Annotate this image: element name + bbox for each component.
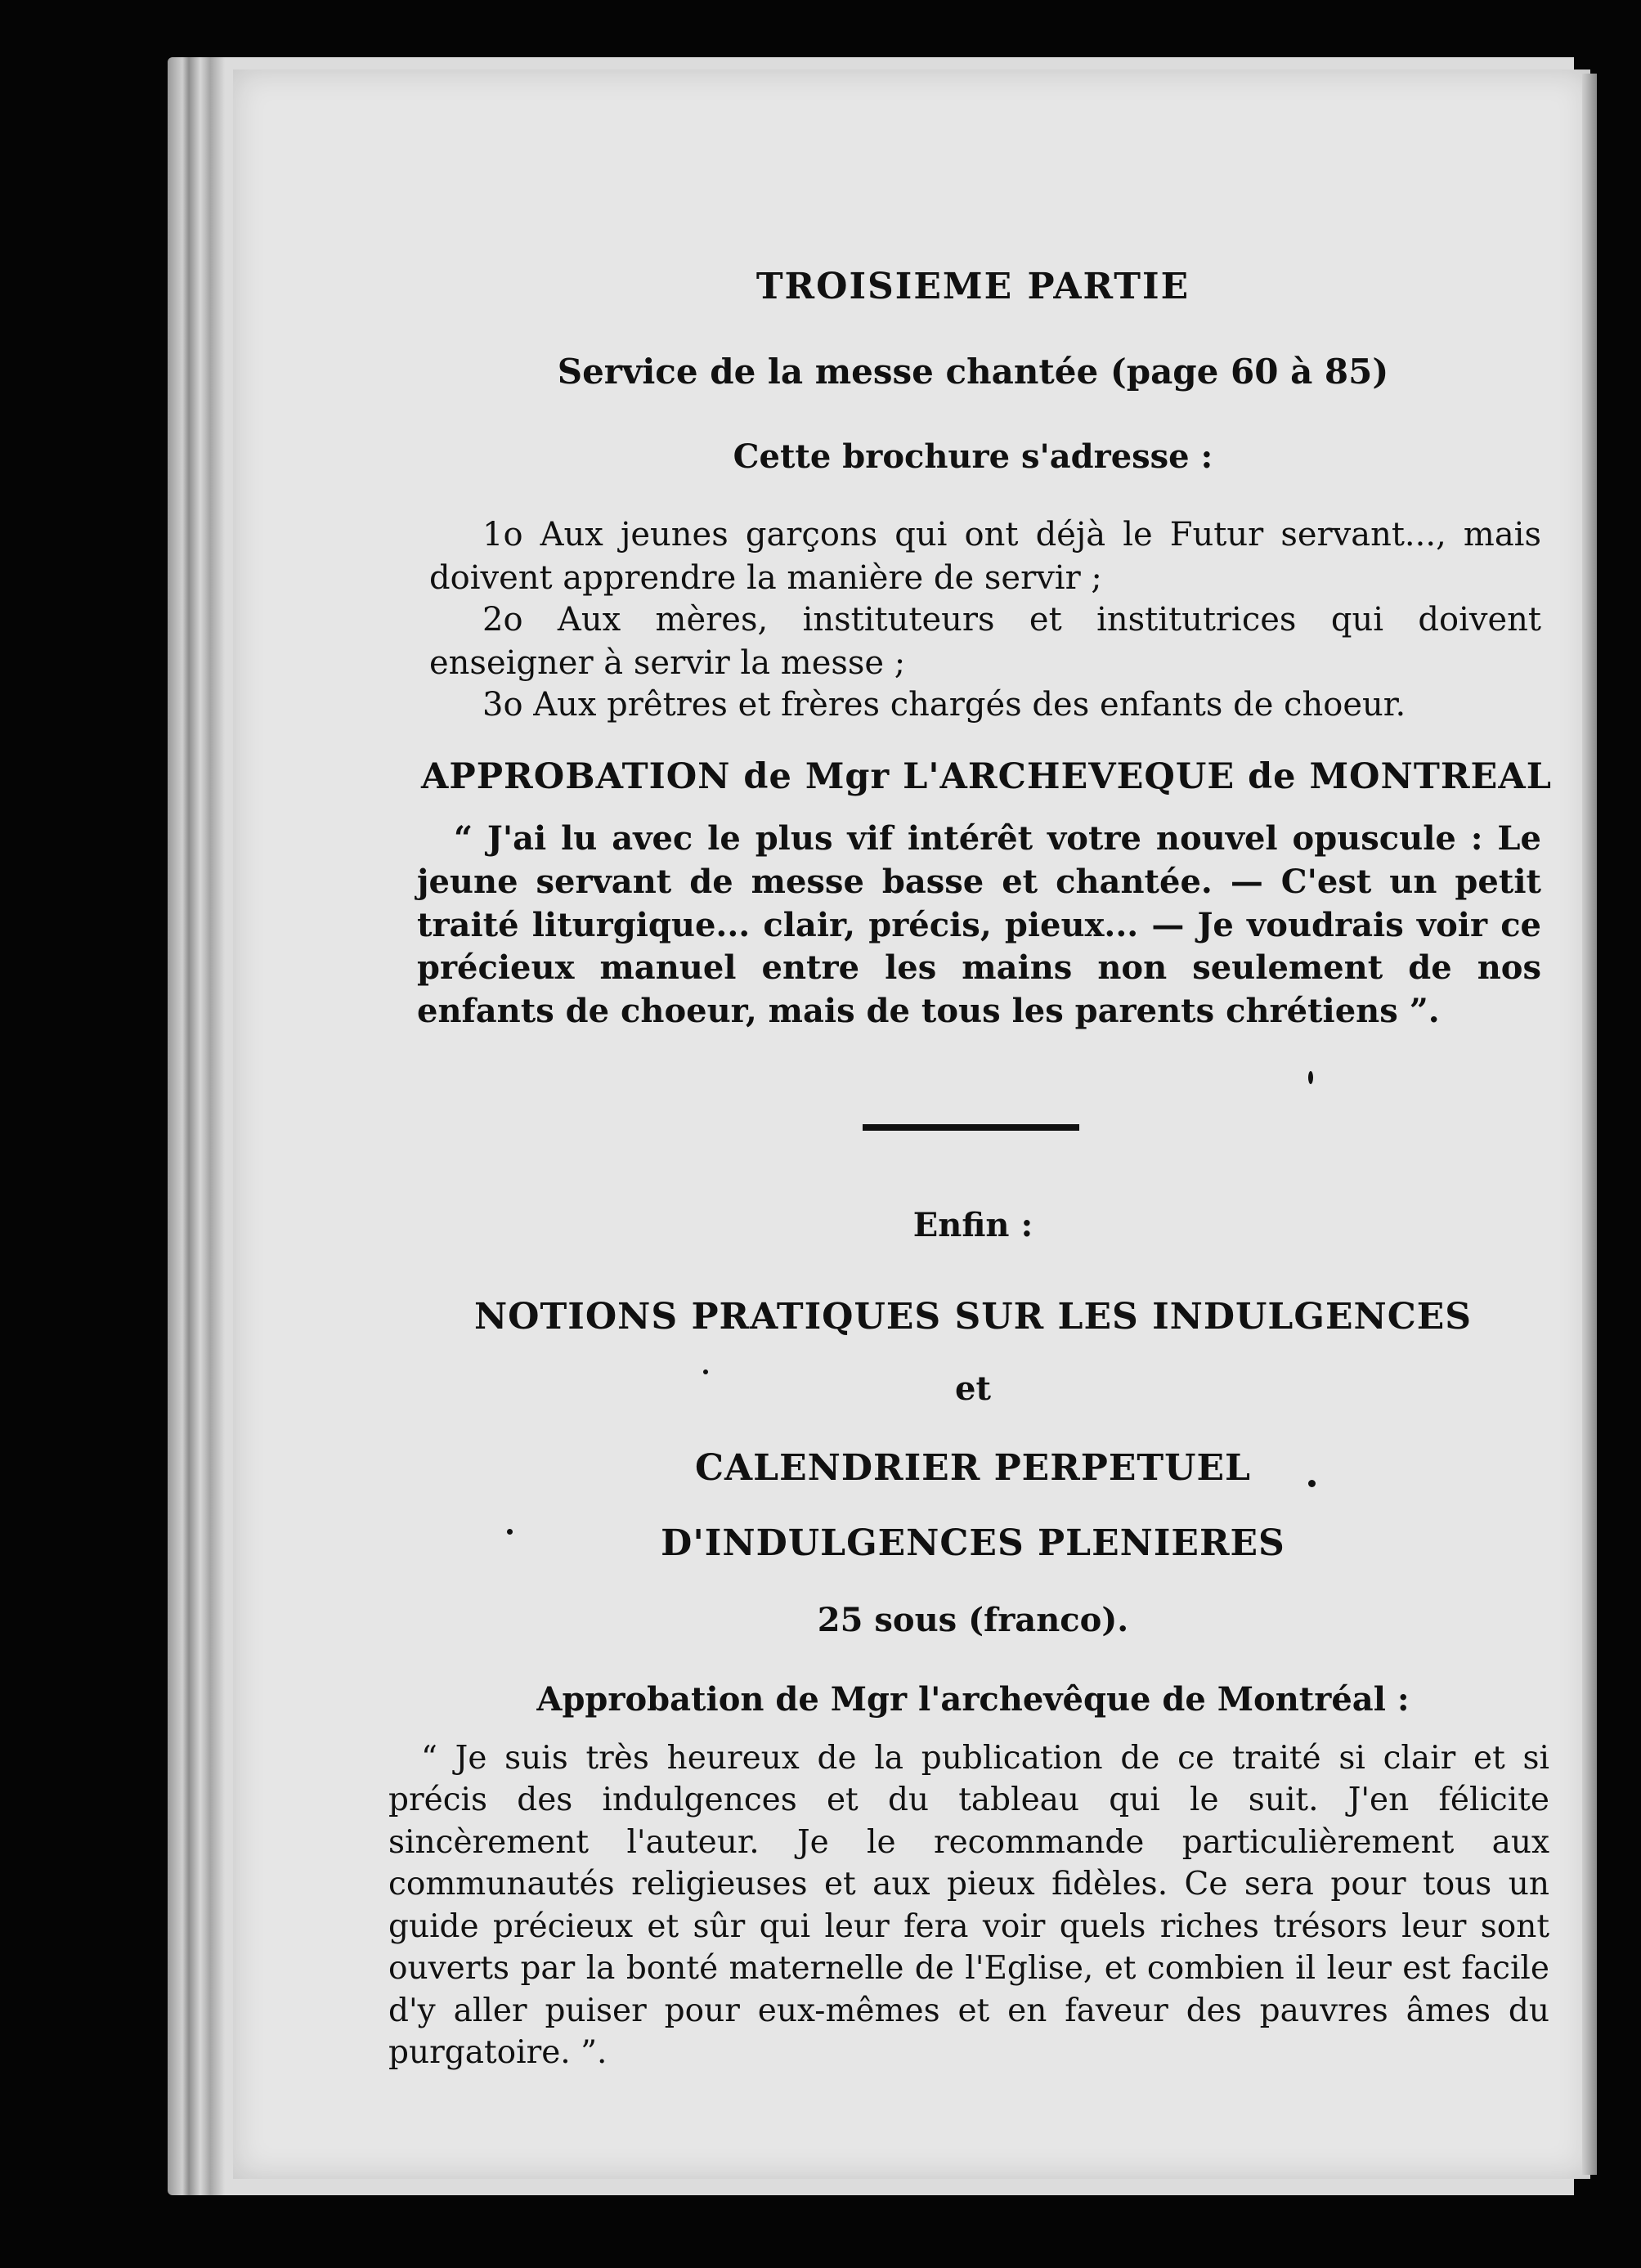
approbation-title: APPROBATION de Mgr L'ARCHEVEQUE de MONTREAL bbox=[421, 756, 1552, 797]
enfin-label: Enfin : bbox=[912, 1206, 1033, 1244]
section-divider bbox=[863, 1124, 1079, 1131]
et-label: et bbox=[955, 1369, 991, 1408]
part-title: TROISIEME PARTIE bbox=[755, 266, 1190, 307]
audience-item-2: 2o Aux mères, instituteurs et institutrices qui doivent enseigner à servir la messe ; bbox=[429, 601, 1541, 682]
ink-speck bbox=[507, 1529, 513, 1535]
ink-speck bbox=[703, 1369, 708, 1374]
approbation-quote: “ J'ai lu avec le plus vif intérêt votre nouvel opuscule : Le jeune servant de messe basse et chantée. — C'est un petit traité liturgique... clair, précis, pieux... — Je voudrais voir ce précieux manuel entre les mains non seulement de nos enfants de choeur, mais de tous les parents chrétiens ”. bbox=[417, 819, 1541, 1031]
ink-speck bbox=[1308, 1071, 1313, 1084]
brochure-line: Cette brochure s'adresse : bbox=[733, 437, 1213, 476]
audience-item-1: 1o Aux jeunes garçons qui ont déjà le Futur servant..., mais doivent apprendre la manière de servir ; bbox=[429, 516, 1541, 597]
approbation2-title: Approbation de Mgr l'archevêque de Montréal : bbox=[536, 1680, 1410, 1719]
notions-title: NOTIONS PRATIQUES SUR LES INDULGENCES bbox=[473, 1296, 1473, 1338]
approbation2-quote: “ Je suis très heureux de la publication de ce traité si clair et si précis des indulgences et du tableau qui le suit. J'en félicite sincèrement l'auteur. Je le recommande particulièrement aux communautés religieuses et aux pieux fidèles. Ce sera pour tous un guide précieux et sûr qui leur fera voir quels riches trésors leur sont ouverts par la bonté maternelle de l'Eglise, et combien il leur est facile d'y aller puiser pour eux-mêmes et en faveur des pauvres âmes du purgatoire. ”. bbox=[388, 1740, 1549, 2072]
calendrier-title: CALENDRIER PERPETUEL bbox=[695, 1447, 1251, 1489]
service-line: Service de la messe chantée (page 60 à 85) bbox=[557, 352, 1389, 392]
indulgences-title: D'INDULGENCES PLENIERES bbox=[661, 1522, 1285, 1564]
price-line: 25 sous (franco). bbox=[817, 1601, 1129, 1639]
ink-speck bbox=[1308, 1480, 1316, 1487]
audience-item-3: 3o Aux prêtres et frères chargés des enfants de choeur. bbox=[482, 686, 1406, 724]
